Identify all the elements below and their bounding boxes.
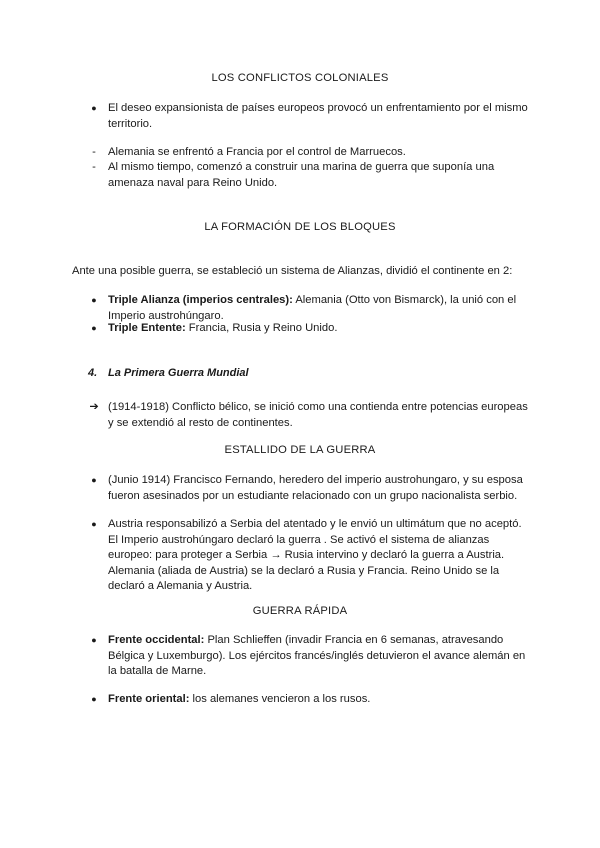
intro-paragraph: Ante una posible guerra, se estableció un sistema de Alianzas, dividió el continente en 2: <box>72 265 513 277</box>
numbered-heading <box>88 366 249 382</box>
heading-estallido: ESTALLIDO DE LA GUERRA <box>224 444 376 456</box>
item-text: Austria responsabilizó a Serbia del atentado y le envió un ultimátum que no aceptó. El Imperio austrohúngaro declaró la guerra . Se activó el sistema de alianzas europeo: para proteger a Serbia → Rusia intervino y declaró la guerra a Austria. Alemania (aliada de Austria) se la declaró a Rusia y Francia. Reino Unido se la declaró a Alemania y Austria. <box>108 518 522 592</box>
item-label: Frente occidental: <box>108 634 205 646</box>
dash-marker: - <box>92 161 96 173</box>
item-text: los alemanes vencieron a los rusos. <box>189 693 371 705</box>
list-item <box>89 400 528 431</box>
heading-number: 4. <box>88 367 98 379</box>
arrow-marker-icon: ➔ <box>89 401 99 413</box>
bullet-marker: ● <box>91 323 97 333</box>
item-text: El deseo expansionista de países europeos provocó un enfrentamiento por el mismo territorio. <box>108 102 528 130</box>
heading-conflictos-coloniales: LOS CONFLICTOS COLONIALES <box>211 72 389 84</box>
bullet-marker: ● <box>91 103 97 113</box>
list-item <box>91 633 528 680</box>
list-item <box>92 145 528 161</box>
item-text: Plan Schlieffen (invadir Francia en 6 semanas, atravesando Bélgica y Luxemburgo). Los ejércitos francés/inglés detuvieron el avance alemán en la batalla de Marne. <box>108 634 526 677</box>
list-item <box>91 692 528 708</box>
item-text: Alemania (Otto von Bismarck), la unió con el Imperio austrohúngaro. <box>108 294 517 322</box>
item-text: (1914-1918) Conflicto bélico, se inició como una contienda entre potencias europeas y se extendió al resto de continentes. <box>108 401 528 429</box>
item-text: Al mismo tiempo, comenzó a construir una marina de guerra que suponía una amenaza naval para Reino Unido. <box>108 161 495 189</box>
list-item <box>91 473 528 504</box>
heading-formacion-bloques: LA FORMACIÓN DE LOS BLOQUES <box>204 221 396 233</box>
list-item <box>91 293 528 324</box>
item-text: Alemania se enfrentó a Francia por el control de Marruecos. <box>108 146 406 158</box>
heading-guerra-rapida: GUERRA RÁPIDA <box>252 605 348 617</box>
item-label: Triple Alianza (imperios centrales): <box>108 294 293 306</box>
bullet-marker: ● <box>91 519 97 529</box>
item-label: Triple Entente: <box>108 322 186 334</box>
list-item <box>91 517 528 595</box>
list-item <box>92 160 528 191</box>
bullet-marker: ● <box>91 694 97 704</box>
dash-marker: - <box>92 146 96 158</box>
item-text: (Junio 1914) Francisco Fernando, heredero del imperio austrohungaro, y su esposa fueron asesinados por un estudiante relacionado con un grupo nacionalista serbio. <box>108 474 523 502</box>
bullet-marker: ● <box>91 475 97 485</box>
list-item <box>91 101 528 132</box>
bullet-marker: ● <box>91 635 97 645</box>
item-text: Francia, Rusia y Reino Unido. <box>185 322 338 334</box>
bullet-marker: ● <box>91 295 97 305</box>
list-item <box>91 321 528 337</box>
heading-title: La Primera Guerra Mundial <box>108 367 249 379</box>
item-label: Frente oriental: <box>108 693 190 705</box>
